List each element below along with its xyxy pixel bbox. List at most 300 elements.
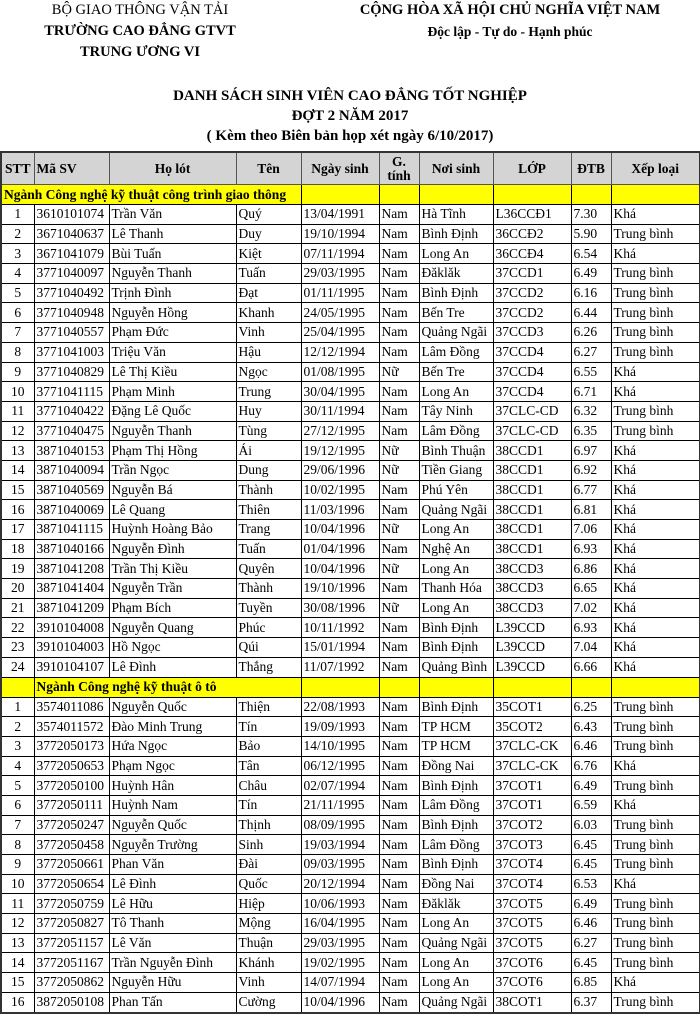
row-surname: Nguyễn Thanh <box>109 264 236 284</box>
row-dob: 21/11/1995 <box>301 795 379 815</box>
row-stt: 12 <box>1 421 34 441</box>
row-rank: Khá <box>611 598 700 618</box>
row-gpa: 6.03 <box>571 815 611 835</box>
row-class: 38CCD1 <box>493 539 571 559</box>
row-surname: Lê Quang <box>109 500 236 520</box>
row-surname: Huỳnh Nam <box>109 795 236 815</box>
col-header-dob: Ngày sinh <box>301 152 379 185</box>
row-dob: 10/06/1993 <box>301 894 379 914</box>
row-student-id: 3772050862 <box>34 973 109 993</box>
row-class: 37CCD2 <box>493 303 571 323</box>
row-surname: Trần Thị Kiều <box>109 559 236 579</box>
row-birthplace: Quảng Ngãi <box>419 323 493 343</box>
row-class: 37COT6 <box>493 953 571 973</box>
row-dob: 24/05/1995 <box>301 303 379 323</box>
row-stt: 11 <box>1 401 34 421</box>
table-row <box>1 283 700 303</box>
row-class: 37COT4 <box>493 855 571 875</box>
row-surname: Trần Nguyễn Đình <box>109 953 236 973</box>
section-title: Ngành Công nghệ kỹ thuật công trình giao thông <box>1 185 301 205</box>
row-rank: Trung bình <box>611 815 700 835</box>
row-student-id: 3871040094 <box>34 460 109 480</box>
row-student-id: 3574011086 <box>34 697 109 717</box>
row-gpa: 6.65 <box>571 579 611 599</box>
document-title-block <box>0 86 700 146</box>
row-stt: 17 <box>1 520 34 540</box>
row-student-id: 3772050653 <box>34 756 109 776</box>
row-stt: 6 <box>1 303 34 323</box>
row-gender: Nam <box>379 815 419 835</box>
row-class: 38CCD3 <box>493 559 571 579</box>
row-class: 38COT1 <box>493 992 571 1012</box>
row-student-id: 3772050458 <box>34 835 109 855</box>
row-gpa: 6.44 <box>571 303 611 323</box>
table-row <box>1 717 700 737</box>
row-stt: 3 <box>1 736 34 756</box>
row-gpa: 6.86 <box>571 559 611 579</box>
row-birthplace: Hà Tĩnh <box>419 205 493 225</box>
row-name: Duy <box>236 224 301 244</box>
row-class: 37COT1 <box>493 795 571 815</box>
row-birthplace: Bình Định <box>419 283 493 303</box>
row-gpa: 5.90 <box>571 224 611 244</box>
row-dob: 06/12/1995 <box>301 756 379 776</box>
row-student-id: 3871040153 <box>34 441 109 461</box>
section-title: Ngành Công nghệ kỹ thuật ô tô <box>34 677 301 697</box>
section-cell-empty <box>379 185 419 205</box>
row-gpa: 6.27 <box>571 342 611 362</box>
row-name: Tín <box>236 717 301 737</box>
row-stt: 22 <box>1 618 34 638</box>
row-rank: Khá <box>611 500 700 520</box>
row-stt: 5 <box>1 283 34 303</box>
row-class: 38CCD3 <box>493 579 571 599</box>
row-student-id: 3772050247 <box>34 815 109 835</box>
row-surname: Lê Đình <box>109 874 236 894</box>
row-student-id: 3771040475 <box>34 421 109 441</box>
row-rank: Khá <box>611 460 700 480</box>
row-class: 38CCD1 <box>493 520 571 540</box>
row-gender: Nam <box>379 914 419 934</box>
row-dob: 30/04/1995 <box>301 382 379 402</box>
row-gender: Nam <box>379 776 419 796</box>
row-dob: 19/12/1995 <box>301 441 379 461</box>
row-gpa: 6.32 <box>571 401 611 421</box>
row-gpa: 6.46 <box>571 736 611 756</box>
row-surname: Huỳnh Hoàng Bảo <box>109 520 236 540</box>
row-dob: 27/12/1995 <box>301 421 379 441</box>
row-surname: Phạm Ngọc <box>109 756 236 776</box>
row-gender: Nam <box>379 717 419 737</box>
row-birthplace: TP HCM <box>419 736 493 756</box>
row-student-id: 3772051167 <box>34 953 109 973</box>
row-stt: 15 <box>1 973 34 993</box>
row-name: Tuấn <box>236 539 301 559</box>
row-stt: 3 <box>1 244 34 264</box>
col-header-surname: Họ lót <box>109 152 236 185</box>
row-student-id: 3871040069 <box>34 500 109 520</box>
row-class: L39CCD <box>493 618 571 638</box>
row-gender: Nam <box>379 224 419 244</box>
row-dob: 25/04/1995 <box>301 323 379 343</box>
row-class: 35COT1 <box>493 697 571 717</box>
row-rank: Khá <box>611 244 700 264</box>
row-rank: Trung bình <box>611 933 700 953</box>
row-class: 37CLC-CD <box>493 421 571 441</box>
ministry-name: BỘ GIAO THÔNG VẬN TẢI <box>51 2 229 18</box>
row-dob: 29/06/1996 <box>301 460 379 480</box>
row-gpa: 6.66 <box>571 657 611 677</box>
row-stt: 16 <box>1 992 34 1012</box>
table-row <box>1 874 700 894</box>
row-gpa: 6.45 <box>571 855 611 875</box>
row-class: 37COT5 <box>493 933 571 953</box>
row-birthplace: Long An <box>419 973 493 993</box>
row-rank: Trung bình <box>611 697 700 717</box>
row-dob: 14/10/1995 <box>301 736 379 756</box>
row-name: Quyên <box>236 559 301 579</box>
row-rank: Khá <box>611 579 700 599</box>
row-student-id: 3871041209 <box>34 598 109 618</box>
row-surname: Bùi Tuấn <box>109 244 236 264</box>
row-class: 37CLC-CK <box>493 756 571 776</box>
row-birthplace: Bình Định <box>419 697 493 717</box>
section-cell-empty <box>419 185 493 205</box>
row-birthplace: Đăklăk <box>419 264 493 284</box>
row-student-id: 3771040422 <box>34 401 109 421</box>
national-motto: Độc lập - Tự do - Hạnh phúc <box>427 24 593 39</box>
row-rank: Trung bình <box>611 717 700 737</box>
row-gpa: 7.06 <box>571 520 611 540</box>
table-row <box>1 795 700 815</box>
row-surname: Triệu Văn <box>109 342 236 362</box>
row-gender: Nam <box>379 323 419 343</box>
row-gpa: 6.46 <box>571 914 611 934</box>
row-rank: Khá <box>611 205 700 225</box>
table-row <box>1 973 700 993</box>
table-row <box>1 559 700 579</box>
row-class: 38CCD1 <box>493 500 571 520</box>
row-surname: Nguyễn Đình <box>109 539 236 559</box>
row-gpa: 7.30 <box>571 205 611 225</box>
row-birthplace: Lâm Đồng <box>419 421 493 441</box>
row-student-id: 3772050100 <box>34 776 109 796</box>
row-name: Vinh <box>236 973 301 993</box>
row-surname: Nguyễn Quốc <box>109 697 236 717</box>
row-gpa: 6.76 <box>571 756 611 776</box>
row-birthplace: Bến Tre <box>419 303 493 323</box>
row-dob: 20/12/1994 <box>301 874 379 894</box>
row-stt: 12 <box>1 914 34 934</box>
row-stt: 1 <box>1 205 34 225</box>
row-gender: Nam <box>379 992 419 1012</box>
row-birthplace: Bình Định <box>419 815 493 835</box>
row-rank: Trung bình <box>611 992 700 1012</box>
row-name: Quý <box>236 205 301 225</box>
row-rank: Khá <box>611 520 700 540</box>
row-student-id: 3871041404 <box>34 579 109 599</box>
section-cell-empty <box>571 677 611 697</box>
row-class: 37CCD1 <box>493 264 571 284</box>
row-gpa: 6.92 <box>571 460 611 480</box>
row-surname: Phạm Bích <box>109 598 236 618</box>
row-surname: Hồ Ngọc <box>109 638 236 658</box>
row-birthplace: Bình Thuận <box>419 441 493 461</box>
row-rank: Trung bình <box>611 855 700 875</box>
table-row <box>1 382 700 402</box>
row-dob: 08/09/1995 <box>301 815 379 835</box>
row-gender: Nam <box>379 205 419 225</box>
col-header-stt: STT <box>1 152 34 185</box>
section-row <box>1 185 700 205</box>
row-stt: 7 <box>1 815 34 835</box>
row-rank: Khá <box>611 973 700 993</box>
row-dob: 09/03/1995 <box>301 855 379 875</box>
row-class: 37CCD4 <box>493 342 571 362</box>
row-gpa: 6.81 <box>571 500 611 520</box>
row-name: Hậu <box>236 342 301 362</box>
row-surname: Phạm Minh <box>109 382 236 402</box>
row-surname: Nguyễn Quang <box>109 618 236 638</box>
row-birthplace: Long An <box>419 953 493 973</box>
row-rank: Trung bình <box>611 914 700 934</box>
table-row <box>1 500 700 520</box>
row-dob: 11/07/1992 <box>301 657 379 677</box>
table-row <box>1 953 700 973</box>
row-dob: 19/03/1994 <box>301 835 379 855</box>
row-rank: Trung bình <box>611 323 700 343</box>
table-header-row <box>1 152 700 185</box>
col-header-name: Tên <box>236 152 301 185</box>
table-row <box>1 539 700 559</box>
row-student-id: 3771040829 <box>34 362 109 382</box>
row-rank: Khá <box>611 874 700 894</box>
row-surname: Lê Hữu <box>109 894 236 914</box>
section-cell-empty <box>611 677 700 697</box>
row-dob: 07/11/1994 <box>301 244 379 264</box>
section-cell-empty <box>379 677 419 697</box>
table-row <box>1 520 700 540</box>
row-gender: Nam <box>379 283 419 303</box>
row-student-id: 3771041115 <box>34 382 109 402</box>
row-name: Thiên <box>236 500 301 520</box>
row-gender: Nam <box>379 342 419 362</box>
row-class: 37COT1 <box>493 776 571 796</box>
row-name: Huy <box>236 401 301 421</box>
section-cell-empty <box>571 185 611 205</box>
row-rank: Trung bình <box>611 953 700 973</box>
row-rank: Trung bình <box>611 303 700 323</box>
col-header-birthplace: Nơi sinh <box>419 152 493 185</box>
table-row <box>1 756 700 776</box>
row-gender: Nam <box>379 973 419 993</box>
row-rank: Trung bình <box>611 401 700 421</box>
row-birthplace: Phú Yên <box>419 480 493 500</box>
table-row <box>1 776 700 796</box>
row-surname: Lê Văn <box>109 933 236 953</box>
row-surname: Đặng Lê Quốc <box>109 401 236 421</box>
row-student-id: 3671040637 <box>34 224 109 244</box>
row-dob: 19/10/1994 <box>301 224 379 244</box>
row-birthplace: Quảng Bình <box>419 657 493 677</box>
row-class: 37COT2 <box>493 815 571 835</box>
row-name: Thịnh <box>236 815 301 835</box>
row-name: Trung <box>236 382 301 402</box>
row-stt: 24 <box>1 657 34 677</box>
row-gender: Nam <box>379 795 419 815</box>
row-student-id: 3871040569 <box>34 480 109 500</box>
section-cell-empty <box>493 677 571 697</box>
row-gpa: 6.25 <box>571 697 611 717</box>
section-cell-empty <box>1 677 34 697</box>
row-gpa: 6.27 <box>571 933 611 953</box>
row-stt: 13 <box>1 933 34 953</box>
row-gpa: 6.97 <box>571 441 611 461</box>
row-rank: Khá <box>611 559 700 579</box>
row-rank: Trung bình <box>611 224 700 244</box>
table-row <box>1 480 700 500</box>
row-rank: Trung bình <box>611 736 700 756</box>
table-row <box>1 697 700 717</box>
table-row <box>1 205 700 225</box>
row-name: Tuấn <box>236 264 301 284</box>
row-gpa: 6.26 <box>571 323 611 343</box>
row-student-id: 3910104107 <box>34 657 109 677</box>
row-name: Ái <box>236 441 301 461</box>
row-dob: 12/12/1994 <box>301 342 379 362</box>
row-class: 38CCD1 <box>493 460 571 480</box>
row-rank: Khá <box>611 480 700 500</box>
row-class: 36CCĐ2 <box>493 224 571 244</box>
row-surname: Nguyễn Quốc <box>109 815 236 835</box>
row-stt: 16 <box>1 500 34 520</box>
table-row <box>1 894 700 914</box>
table-row <box>1 401 700 421</box>
table-body <box>1 185 700 1013</box>
row-surname: Huỳnh Hân <box>109 776 236 796</box>
row-surname: Trần Ngọc <box>109 460 236 480</box>
col-header-gender: G. tính <box>379 152 419 185</box>
row-gpa: 6.37 <box>571 992 611 1012</box>
row-gender: Nữ <box>379 559 419 579</box>
row-dob: 13/04/1991 <box>301 205 379 225</box>
row-birthplace: Long An <box>419 382 493 402</box>
row-gender: Nam <box>379 855 419 875</box>
section-cell-empty <box>611 185 700 205</box>
row-class: 37CCD4 <box>493 382 571 402</box>
row-gpa: 6.43 <box>571 717 611 737</box>
row-gpa: 6.71 <box>571 382 611 402</box>
row-gpa: 6.49 <box>571 264 611 284</box>
row-student-id: 3772050827 <box>34 914 109 934</box>
table-row <box>1 855 700 875</box>
row-class: 37CLC-CK <box>493 736 571 756</box>
row-dob: 30/08/1996 <box>301 598 379 618</box>
row-student-id: 3574011572 <box>34 717 109 737</box>
row-birthplace: Đồng Nai <box>419 874 493 894</box>
table-row <box>1 598 700 618</box>
row-gpa: 6.85 <box>571 973 611 993</box>
row-birthplace: Đăklăk <box>419 894 493 914</box>
row-student-id: 3772050654 <box>34 874 109 894</box>
table-row <box>1 618 700 638</box>
row-gender: Nam <box>379 500 419 520</box>
row-stt: 8 <box>1 342 34 362</box>
section-cell-empty <box>419 677 493 697</box>
row-dob: 29/03/1995 <box>301 264 379 284</box>
row-student-id: 3772050111 <box>34 795 109 815</box>
row-gender: Nam <box>379 736 419 756</box>
row-rank: Khá <box>611 638 700 658</box>
row-student-id: 3772050661 <box>34 855 109 875</box>
row-birthplace: Quảng Ngãi <box>419 933 493 953</box>
row-gender: Nam <box>379 244 419 264</box>
row-name: Tân <box>236 756 301 776</box>
row-dob: 29/03/1995 <box>301 933 379 953</box>
row-gender: Nam <box>379 756 419 776</box>
national-header <box>340 0 680 42</box>
row-name: Cường <box>236 992 301 1012</box>
row-birthplace: Nghệ An <box>419 539 493 559</box>
row-dob: 14/07/1994 <box>301 973 379 993</box>
row-gender: Nam <box>379 579 419 599</box>
row-gender: Nam <box>379 638 419 658</box>
row-class: 37CCD2 <box>493 283 571 303</box>
row-student-id: 3771040097 <box>34 264 109 284</box>
table-row <box>1 914 700 934</box>
row-name: Ngọc <box>236 362 301 382</box>
issuer-header <box>30 0 250 63</box>
row-rank: Khá <box>611 382 700 402</box>
table-row <box>1 835 700 855</box>
document-title: DANH SÁCH SINH VIÊN CAO ĐẲNG TỐT NGHIỆP <box>173 88 527 104</box>
row-rank: Khá <box>611 618 700 638</box>
row-stt: 8 <box>1 835 34 855</box>
row-gpa: 6.54 <box>571 244 611 264</box>
row-stt: 4 <box>1 264 34 284</box>
row-stt: 10 <box>1 382 34 402</box>
row-gender: Nam <box>379 933 419 953</box>
school-name: TRƯỜNG CAO ĐẲNG GTVT <box>44 23 236 39</box>
row-dob: 15/01/1994 <box>301 638 379 658</box>
row-class: 38CCD1 <box>493 480 571 500</box>
row-rank: Khá <box>611 756 700 776</box>
table-row <box>1 579 700 599</box>
row-stt: 10 <box>1 874 34 894</box>
row-dob: 19/10/1996 <box>301 579 379 599</box>
table-row <box>1 460 700 480</box>
row-rank: Khá <box>611 441 700 461</box>
row-birthplace: Tây Ninh <box>419 401 493 421</box>
row-rank: Khá <box>611 362 700 382</box>
row-stt: 23 <box>1 638 34 658</box>
row-dob: 10/11/1992 <box>301 618 379 638</box>
row-gender: Nam <box>379 480 419 500</box>
row-birthplace: Đồng Nai <box>419 756 493 776</box>
row-dob: 30/11/1994 <box>301 401 379 421</box>
table-row <box>1 362 700 382</box>
row-birthplace: Lâm Đồng <box>419 835 493 855</box>
row-dob: 01/04/1996 <box>301 539 379 559</box>
col-header-student-id: Mã SV <box>34 152 109 185</box>
row-surname: Nguyễn Trần <box>109 579 236 599</box>
row-student-id: 3871041115 <box>34 520 109 540</box>
row-surname: Nguyễn Bá <box>109 480 236 500</box>
row-name: Đạt <box>236 283 301 303</box>
row-class: 37CCD3 <box>493 323 571 343</box>
row-stt: 2 <box>1 717 34 737</box>
row-rank: Trung bình <box>611 342 700 362</box>
